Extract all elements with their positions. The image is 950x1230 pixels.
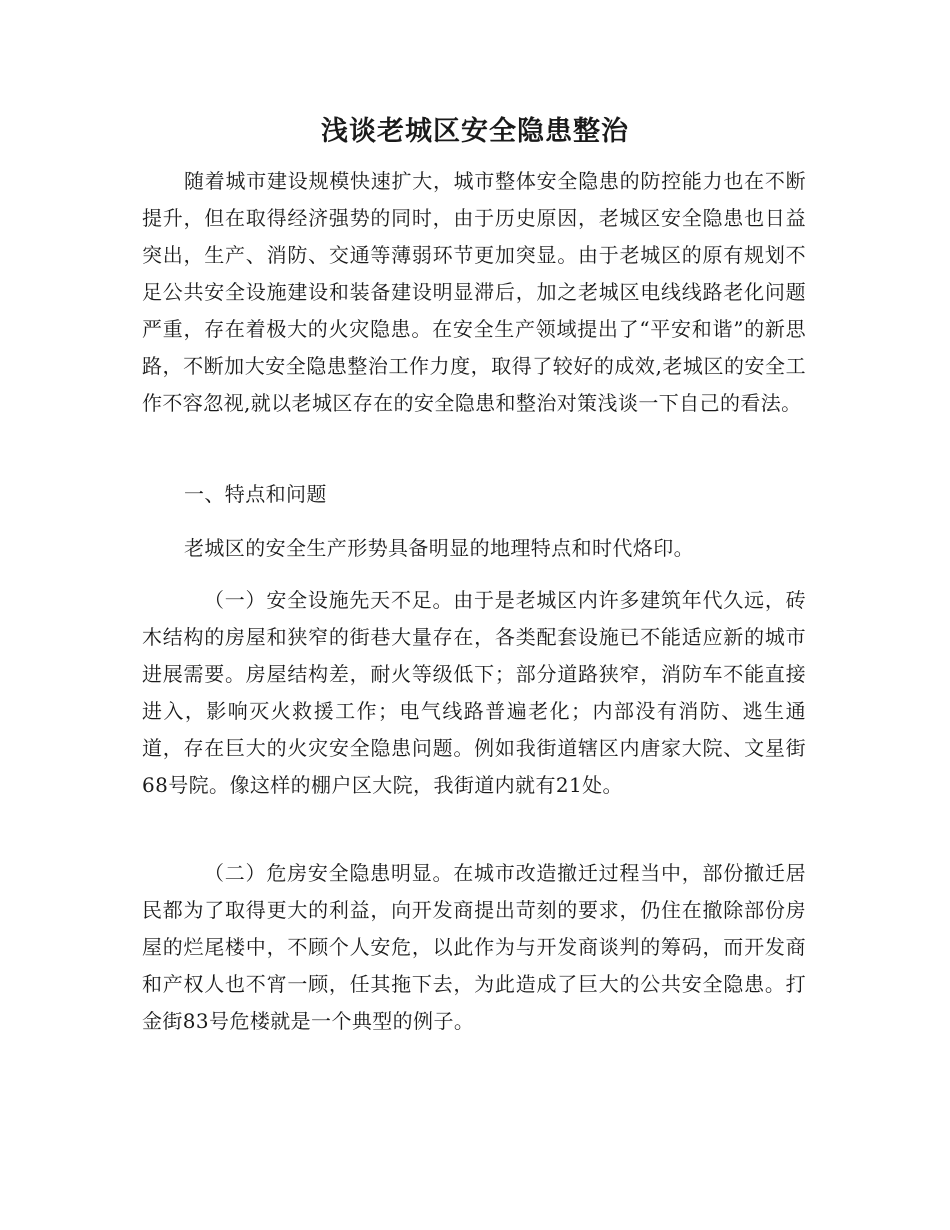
document-title: 浅谈老城区安全隐患整治 <box>321 116 629 147</box>
intro-paragraph: 随着城市建设规模快速扩大，城市整体安全隐患的防控能力也在不断提升，但在取得经济强势的同时，由于历史原因，老城区安全隐患也日益突出，生产、消防、交通等薄弱环节更加突显。由于老城区的原有规划不足公共安全设施建设和装备建设明显滞后，加之老城区电线线路老化问题严重，存在着极大的火灾隐患。在安全生产领域提出了“平安和谐”的新思路，不断加大安全隐患整治工作力度，取得了较好的成效,老城区的安全工作不容忽视,就以老城区存在的安全隐患和整治对策浅谈一下自己的看法。 <box>142 169 806 415</box>
subsection-paragraph-1: （一）安全设施先天不足。由于是老城区内许多建筑年代久远，砖木结构的房屋和狭窄的街巷大量存在，各类配套设施已不能适应新的城市进展需要。房屋结构差，耐火等级低下；部分道路狭窄，消防车不能直接进入，影响灭火救援工作；电气线路普遍老化；内部没有消防、逃生通道，存在巨大的火灾安全隐患问题。例如我街道辖区内唐家大院、文星街68号院。像这样的棚户区大院，我街道内就有21处。 <box>142 588 806 797</box>
section-intro-paragraph: 老城区的安全生产形势具备明显的地理特点和时代烙印。 <box>184 536 694 560</box>
section-heading: 一、特点和问题 <box>184 482 327 506</box>
subsection-paragraph-2: （二）危房安全隐患明显。在城市改造撤迁过程当中，部份撤迁居民都为了取得更大的利益，向开发商提出苛刻的要求，仍住在撤除部份房屋的烂尾楼中，不顾个人安危，以此作为与开发商谈判的筹码，而开发商和产权人也不宵一顾，任其拖下去，为此造成了巨大的公共安全隐患。打金街83号危楼就是一个典型的例子。 <box>142 861 806 1033</box>
